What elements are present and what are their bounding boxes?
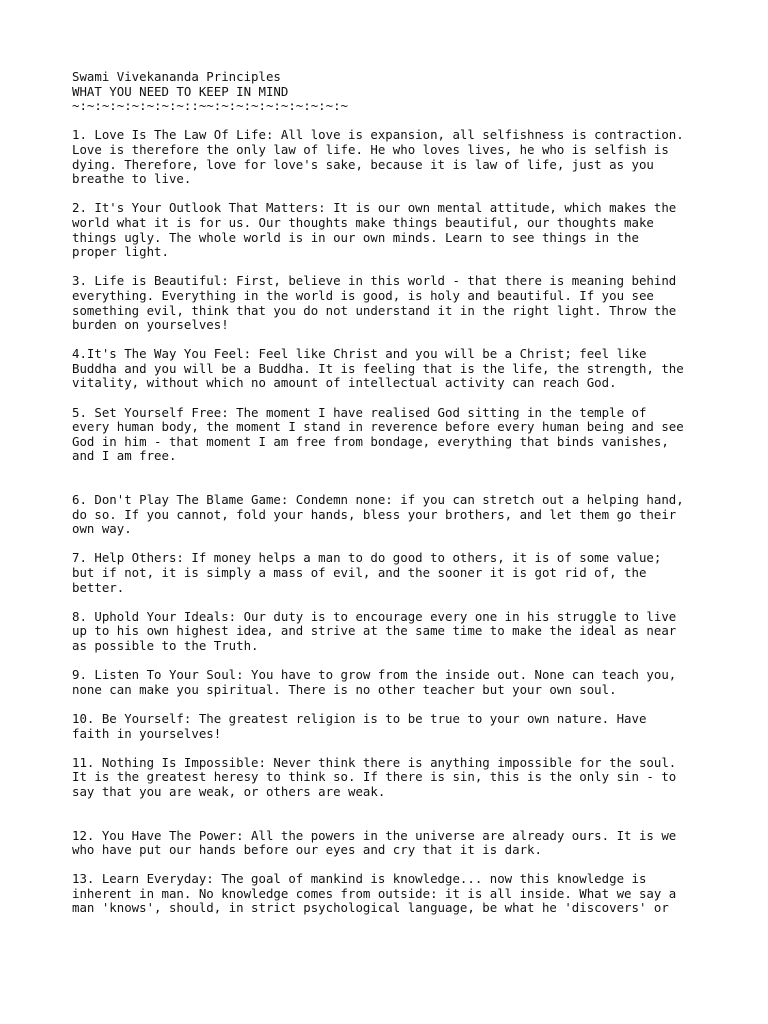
principle-7: 7. Help Others: If money helps a man to do good to others, it is of some value; but if not, it is simply a mass of evil, and the sooner it is got rid of, the better. bbox=[72, 550, 662, 595]
document-page bbox=[72, 70, 732, 916]
principle-1: 1. Love Is The Law Of Life: All love is expansion, all selfishness is contraction. Love is therefore the only law of life. He who loves lives, he who is selfish is dying. Therefore, love for love's sake, because it is law of life, just as you breathe to live. bbox=[72, 127, 684, 187]
principle-2: 2. It's Your Outlook That Matters: It is our own mental attitude, which makes the world what it is for us. Our thoughts make things beautiful, our thoughts make things ugly. The whole world is in our own minds. Learn to see things in the proper light. bbox=[72, 200, 677, 260]
principle-13: 13. Learn Everyday: The goal of mankind is knowledge... now this knowledge is inherent in man. No knowledge comes from outside: it is all inside. What we say a man 'knows', should, in strict psychological language, be what he 'discovers' or bbox=[72, 871, 677, 916]
principle-4: 4.It's The Way You Feel: Feel like Christ and you will be a Christ; feel like Buddha and you will be a Buddha. It is feeling that is the life, the strength, the vitality, without which no amount of intellectual activity can reach God. bbox=[72, 346, 684, 391]
principle-10: 10. Be Yourself: The greatest religion is to be true to your own nature. Have faith in yourselves! bbox=[72, 710, 647, 741]
principle-6: 6. Don't Play The Blame Game: Condemn none: if you can stretch out a helping hand, do so. If you cannot, fold your hands, bless your brothers, and let them go their own way. bbox=[72, 492, 684, 537]
document-subtitle: WHAT YOU NEED TO KEEP IN MIND bbox=[72, 83, 289, 99]
document-title: Swami Vivekananda Principles bbox=[72, 69, 281, 84]
principle-9: 9. Listen To Your Soul: You have to grow from the inside out. None can teach you, none can make you spiritual. There is no other teacher but your own soul. bbox=[72, 667, 677, 697]
principle-8: 8. Uphold Your Ideals: Our duty is to encourage every one in his struggle to live up to his own highest idea, and strive at the same time to make the ideal as near as possible to the Truth. bbox=[72, 608, 677, 653]
principle-5: 5. Set Yourself Free: The moment I have realised God sitting in the temple of every human body, the moment I stand in reverence before every human being and see God in him - that moment I am free from bondage, everything that binds vanishes, and I am free. bbox=[72, 404, 684, 464]
principle-11: 11. Nothing Is Impossible: Never think there is anything impossible for the soul. It is the greatest heresy to think so. If there is sin, this is the only sin - to say that you are weak, or others are weak. bbox=[72, 754, 677, 799]
principle-12: 12. You Have The Power: All the powers in the universe are already ours. It is we who have put our hands before our eyes and cry that it is dark. bbox=[72, 827, 677, 858]
principle-3: 3. Life is Beautiful: First, believe in this world - that there is meaning behind everything. Everything in the world is good, is holy and beautiful. If you see something evil, think that you do not understand it in the right light. Throw the burden on yourselves! bbox=[72, 273, 677, 333]
separator-line: ~:~:~:~:~:~:~:~::~~:~:~:~:~:~:~:~:~:~ bbox=[72, 98, 349, 114]
